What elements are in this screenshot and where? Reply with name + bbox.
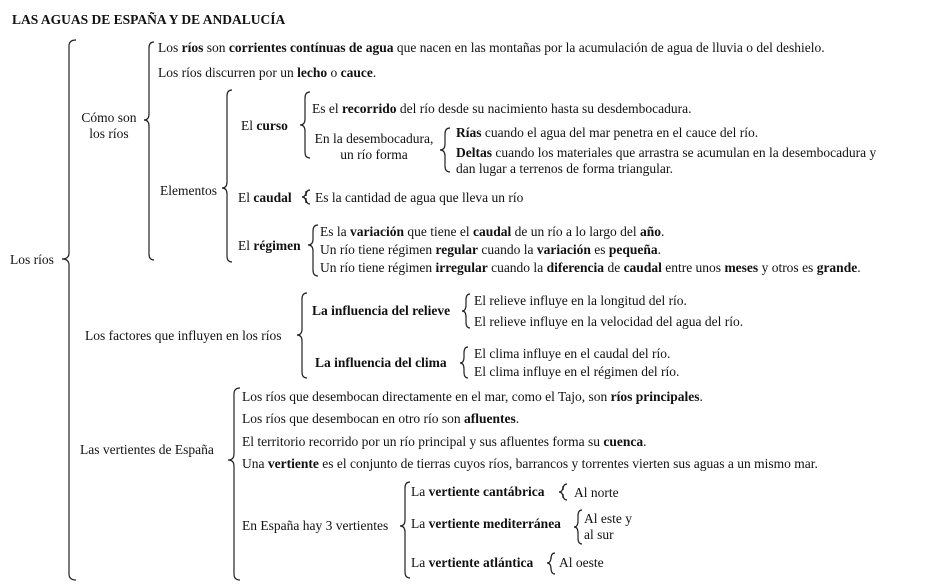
curly-bracket [228,388,240,580]
mediterranea-direction-line1: Al este y [584,511,632,526]
cantabrica-direction: Al norte [574,485,619,500]
node-influencia-relieve: La influencia del relieve [312,303,451,318]
curly-bracket [222,90,232,262]
rias-definition: Rías cuando el agua del mar penetra en el cauce del río. [456,125,759,140]
desembocadura-line1: En la desembocadura, [314,131,434,146]
node-el-regimen: El régimen [238,238,301,253]
node-el-caudal: El caudal [238,190,292,205]
node-factores: Los factores que influyen en los ríos [85,328,282,343]
vertientes-line-1: Los ríos que desembocan directamente en el mar, como el Tajo, son ríos principales. [242,389,703,404]
curly-bracket [559,484,567,500]
curly-bracket [574,510,582,544]
desembocadura-line2: un río forma [340,147,408,162]
node-vertiente-mediterranea: La vertiente mediterránea [411,516,561,531]
node-vertiente-cantabrica: La vertiente cantábrica [411,484,545,499]
curly-bracket [302,190,310,204]
curly-bracket [440,128,450,172]
curly-bracket [460,347,468,378]
curly-bracket [400,482,410,578]
root-node-los-rios: Los ríos [10,252,54,267]
vertientes-line-3: El territorio recorrido por un río principal y sus afluentes forma su cuenca. [242,434,647,449]
vertientes-line-4: Una vertiente es el conjunto de tierras cuyos ríos, barrancos y torrentes vierten sus aguas a un mismo mar. [242,456,818,471]
curly-bracket [462,294,470,328]
node-como-son-line1: Cómo son [81,110,137,125]
vertientes-line-2: Los ríos que desembocan en otro río son afluentes. [242,411,520,426]
rios-definition-1: Los ríos son corrientes contínuas de agua que nacen en las montañas por la acumulación de agua de lluvia o del deshielo. [158,40,825,55]
rios-definition-2: Los ríos discurren por un lecho o cauce. [158,65,377,80]
node-el-curso: El curso [241,118,288,133]
curly-bracket [547,553,555,574]
atlantica-direction: Al oeste [559,555,604,570]
node-desembocadura [310,131,438,163]
curly-bracket [144,42,154,260]
curly-bracket [300,92,310,158]
node-vertiente-atlantica: La vertiente atlántica [411,555,534,570]
clima-item-2: El clima influye en el régimen del río. [474,364,680,379]
node-vertientes: Las vertientes de España [80,442,214,457]
node-espana-3-vertientes: En España hay 3 vertientes [242,518,389,533]
curly-bracket [308,225,318,276]
clima-item-1: El clima influye en el caudal del río. [474,346,671,361]
deltas-definition-line1: Deltas cuando los materiales que arrastra se acumulan en la desembocadura y [456,145,877,160]
curso-definition: Es el recorrido del río desde su nacimiento hasta su desdembocadura. [312,101,692,116]
relieve-item-2: El relieve influye en la velocidad del agua del río. [474,314,744,329]
caudal-definition: Es la cantidad de agua que lleva un río [315,190,524,205]
regimen-definition-2: Un río tiene régimen regular cuando la variación es pequeña. [320,242,661,257]
relieve-item-1: El relieve influye en la longitud del río. [474,293,687,308]
node-como-son [74,110,144,142]
mediterranea-direction-line2: al sur [584,527,614,542]
regimen-definition-1: Es la variación que tiene el caudal de un río a lo largo del año. [320,224,665,239]
regimen-definition-3: Un río tiene régimen irregular cuando la diferencia de caudal entre unos meses y otros es grande. [320,260,861,275]
curly-bracket [297,293,307,378]
page-title: LAS AGUAS DE ESPAÑA Y DE ANDALUCÍA [12,12,286,27]
node-elementos: Elementos [160,183,217,198]
deltas-definition-line2: dan lugar a terrenos de forma triangular. [456,161,674,176]
node-influencia-clima: La influencia del clima [315,355,447,370]
node-como-son-line2: los ríos [89,126,129,141]
